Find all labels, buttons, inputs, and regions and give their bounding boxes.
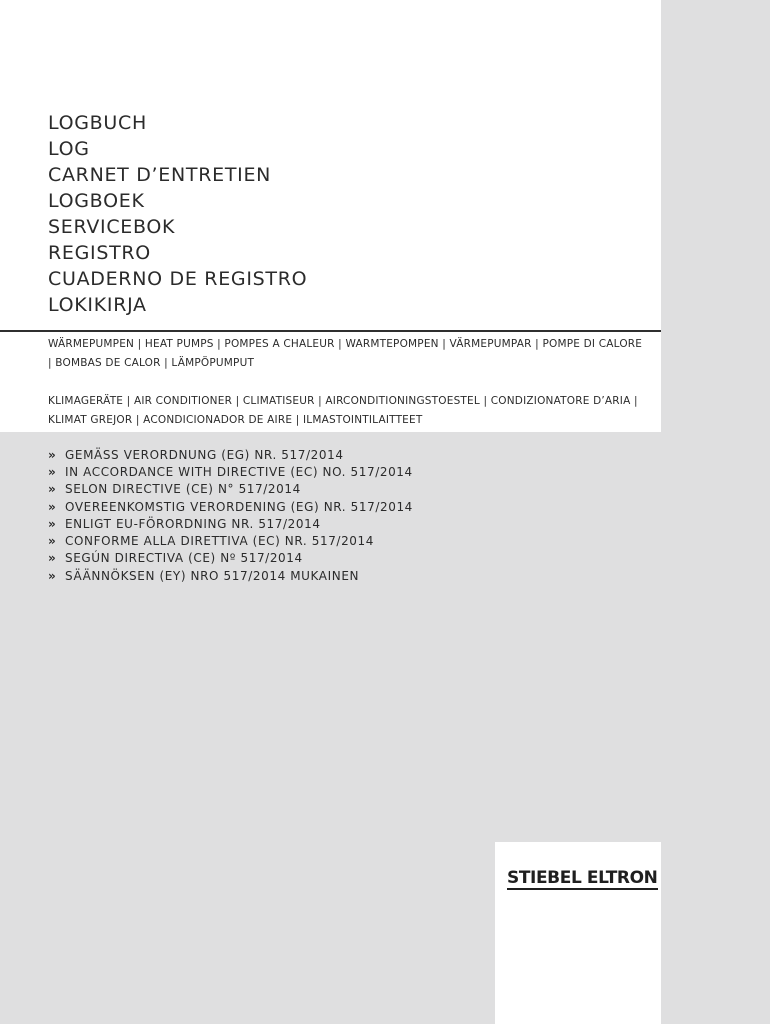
directive-item xyxy=(48,567,638,584)
title-german: LOGBUCH xyxy=(48,112,147,134)
title-swedish: SERVICEBOK xyxy=(48,216,176,238)
double-chevron-icon: » xyxy=(48,534,57,549)
directive-item xyxy=(48,463,638,480)
document-title-list xyxy=(48,110,608,318)
brand-logo: STIEBEL ELTRON xyxy=(507,868,658,888)
directive-text: SEGÚN DIRECTIVA (CE) Nº 517/2014 xyxy=(65,551,303,566)
directive-text: SELON DIRECTIVE (CE) N° 517/2014 xyxy=(65,482,301,497)
brand-logo-card xyxy=(495,842,661,1024)
directive-list xyxy=(48,446,638,584)
directive-item xyxy=(48,515,638,532)
directive-text: GEMÄSS VERORDNUNG (EG) NR. 517/2014 xyxy=(65,447,344,462)
air-conditioner-category-text: KLIMAGERÄTE | AIR CONDITIONER | CLIMATISEUR | AIRCONDITIONINGSTOESTEL | CONDIZIONATORE D’ARIA | KLIMAT GREJOR | ACONDICIONADOR DE AIRE | ILMASTOINTILAITTEET xyxy=(48,395,638,426)
title-finnish: LOKIKIRJA xyxy=(48,294,147,316)
title-spanish: CUADERNO DE REGISTRO xyxy=(48,268,308,290)
double-chevron-icon: » xyxy=(48,568,57,583)
directive-item xyxy=(48,446,638,463)
directive-text: ENLIGT EU-FÖRORDNING NR. 517/2014 xyxy=(65,516,321,531)
double-chevron-icon: » xyxy=(48,464,57,479)
double-chevron-icon: » xyxy=(48,551,57,566)
directive-text: IN ACCORDANCE WITH DIRECTIVE (EC) NO. 517/2014 xyxy=(65,464,413,479)
double-chevron-icon: » xyxy=(48,482,57,497)
directive-text: OVEREENKOMSTIG VERORDENING (EG) NR. 517/2014 xyxy=(65,499,413,514)
directive-item xyxy=(48,550,638,567)
double-chevron-icon: » xyxy=(48,516,57,531)
directive-item xyxy=(48,481,638,498)
double-chevron-icon: » xyxy=(48,447,57,462)
directive-text: SÄÄNNÖKSEN (EY) NRO 517/2014 MUKAINEN xyxy=(65,568,360,583)
title-french: CARNET D’ENTRETIEN xyxy=(48,164,272,186)
title-dutch: LOGBOEK xyxy=(48,190,145,212)
title-italian: REGISTRO xyxy=(48,242,151,264)
section-divider xyxy=(0,330,661,332)
title-english: LOG xyxy=(48,138,90,160)
directive-text: CONFORME ALLA DIRETTIVA (EC) NR. 517/2014 xyxy=(65,534,375,549)
directive-item xyxy=(48,532,638,549)
heat-pump-category-text: WÄRMEPUMPEN | HEAT PUMPS | POMPES A CHALEUR | WARMTEPOMPEN | VÄRMEPUMPAR | POMPE DI CALORE | BOMBAS DE CALOR | LÄMPÖPUMPUT xyxy=(48,338,643,369)
double-chevron-icon: » xyxy=(48,499,57,514)
directive-item xyxy=(48,498,638,515)
